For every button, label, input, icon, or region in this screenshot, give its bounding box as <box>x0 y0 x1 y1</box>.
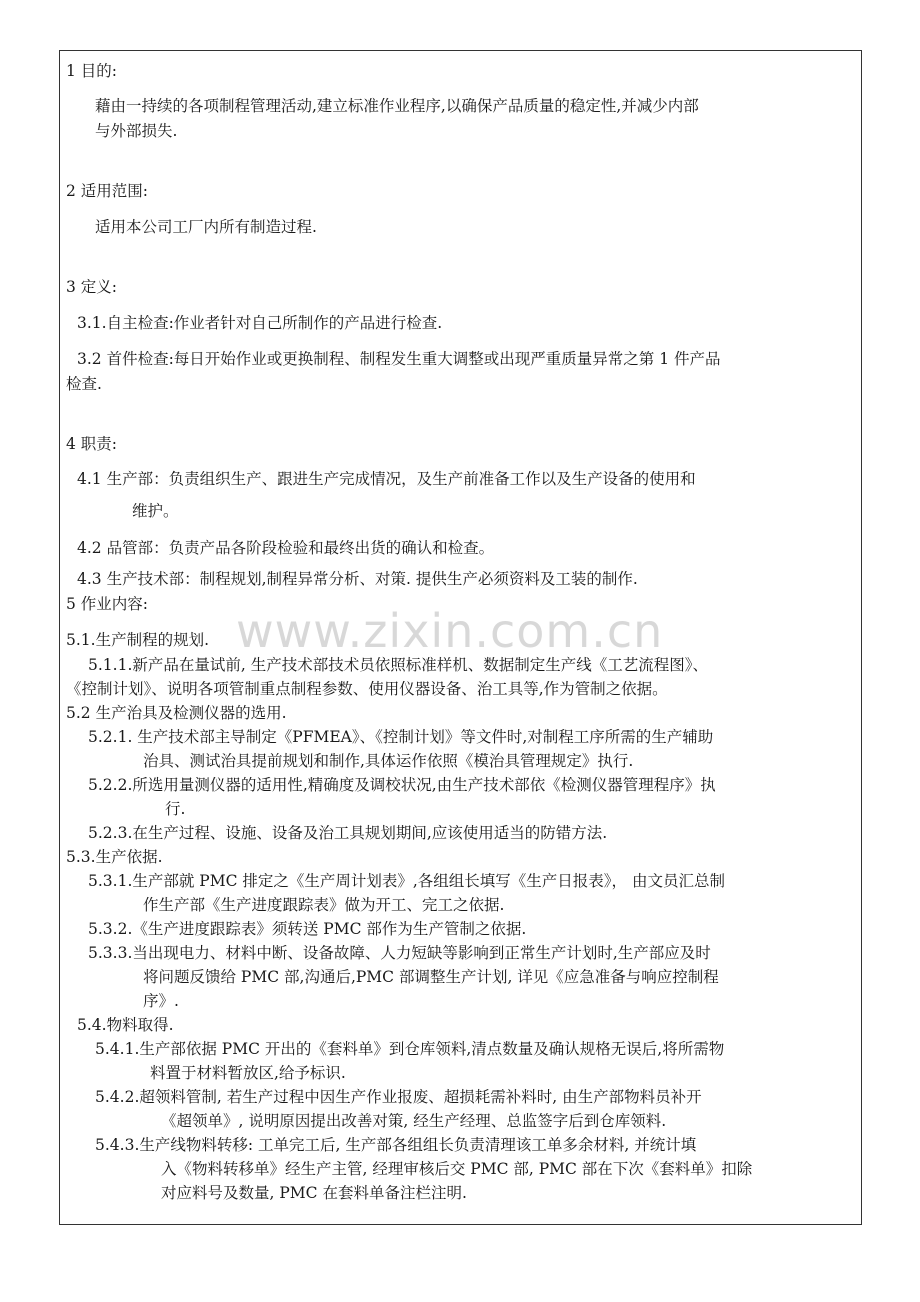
text-line: 5.4.1.生产部依据 PMC 开出的《套料单》到仓库领料,清点数量及确认规格无误后,将所需物 <box>95 1040 725 1058</box>
text-line: 5.3.生产依据. <box>66 848 163 866</box>
text-line: 3.2 首件检查:每日开始作业或更换制程、制程发生重大调整或出现严重质量异常之第 1 件产品 <box>77 350 721 368</box>
text-line: 5.3.1.生产部就 PMC 排定之《生产周计划表》,各组组长填写《生产日报表》， 由文员汇总制 <box>88 872 725 890</box>
text-line: 5.2.3.在生产过程、设施、设备及治工具规划期间,应该使用适当的防错方法. <box>88 824 608 842</box>
text-line: 与外部损失. <box>95 122 178 140</box>
text-line: 维护。 <box>132 502 179 520</box>
text-line: 5.4.3.生产线物料转移: 工单完工后, 生产部各组组长负责清理该工单多余材料, 并统计填 <box>95 1136 697 1154</box>
text-line: 作生产部《生产进度跟踪表》做为开工、完工之依据. <box>143 896 505 914</box>
text-line: 5.2.2.所选用量测仪器的适用性,精确度及调校状况,由生产技术部依《检测仪器管理程序》执 <box>88 776 716 794</box>
text-line: 5.2.1. 生产技术部主导制定《PFMEA》、《控制计划》等文件时,对制程工序所需的生产辅助 <box>88 728 714 746</box>
text-line: 4.2 品管部：负责产品各阶段检验和最终出货的确认和检查。 <box>77 539 495 557</box>
section-4-heading: 4 职责: <box>66 435 118 453</box>
text-line: 4.3 生产技术部：制程规划,制程异常分析、对策. 提供生产必须资料及工装的制作. <box>77 570 638 588</box>
text-line: 序》. <box>143 992 179 1010</box>
text-line: 5.2 生产治具及检测仪器的选用. <box>66 704 287 722</box>
text-line: 5.1.生产制程的规划. <box>66 631 210 649</box>
text-line: 检查. <box>66 375 102 393</box>
section-5-heading: 5 作业内容: <box>66 595 149 613</box>
text-line: 行. <box>165 800 186 818</box>
section-2-heading: 2 适用范围: <box>66 182 149 200</box>
text-line: 5.1.1.新产品在量试前, 生产技术部技术员依照标准样机、数据制定生产线《工艺流程图》、 <box>88 656 708 674</box>
text-line: 《控制计划》、说明各项管制重点制程参数、使用仪器设备、治工具等,作为管制之依据。 <box>66 680 668 698</box>
text-line: 5.4.物料取得. <box>77 1016 174 1034</box>
text-line: 将问题反馈给 PMC 部,沟通后,PMC 部调整生产计划, 详见《应急准备与响应控制程 <box>143 968 719 986</box>
text-line: 《超领单》, 说明原因提出改善对策, 经生产经理、总监签字后到仓库领料. <box>161 1112 667 1130</box>
section-3-heading: 3 定义: <box>66 278 118 296</box>
text-line: 适用本公司工厂内所有制造过程. <box>95 218 317 236</box>
text-line: 藉由一持续的各项制程管理活动,建立标准作业程序,以确保产品质量的稳定性,并减少内部 <box>95 97 699 115</box>
text-line: 治具、测试治具提前规划和制作,具体运作依照《模治具管理规定》执行. <box>143 752 634 770</box>
text-line: 对应料号及数量, PMC 在套料单备注栏注明. <box>161 1184 467 1202</box>
text-line: 4.1 生产部：负责组织生产、跟进生产完成情况，及生产前准备工作以及生产设备的使用和 <box>77 470 696 488</box>
text-line: 5.4.2.超领料管制, 若生产过程中因生产作业报废、超损耗需补料时, 由生产部物料员补开 <box>95 1088 702 1106</box>
text-line: 入《物料转移单》经生产主管, 经理审核后交 PMC 部, PMC 部在下次《套料单》扣除 <box>161 1160 753 1178</box>
watermark: www.zixin.com.cn <box>236 604 664 658</box>
text-line: 5.3.2.《生产进度跟踪表》须转送 PMC 部作为生产管制之依据. <box>88 920 527 938</box>
text-line: 3.1.自主检查:作业者针对自己所制作的产品进行检查. <box>77 314 443 332</box>
text-line: 5.3.3.当出现电力、材料中断、设备故障、人力短缺等影响到正常生产计划时,生产部应及时 <box>88 944 711 962</box>
text-line: 料置于材料暂放区,给予标识. <box>150 1064 346 1082</box>
section-1-heading: 1 目的: <box>66 62 118 80</box>
